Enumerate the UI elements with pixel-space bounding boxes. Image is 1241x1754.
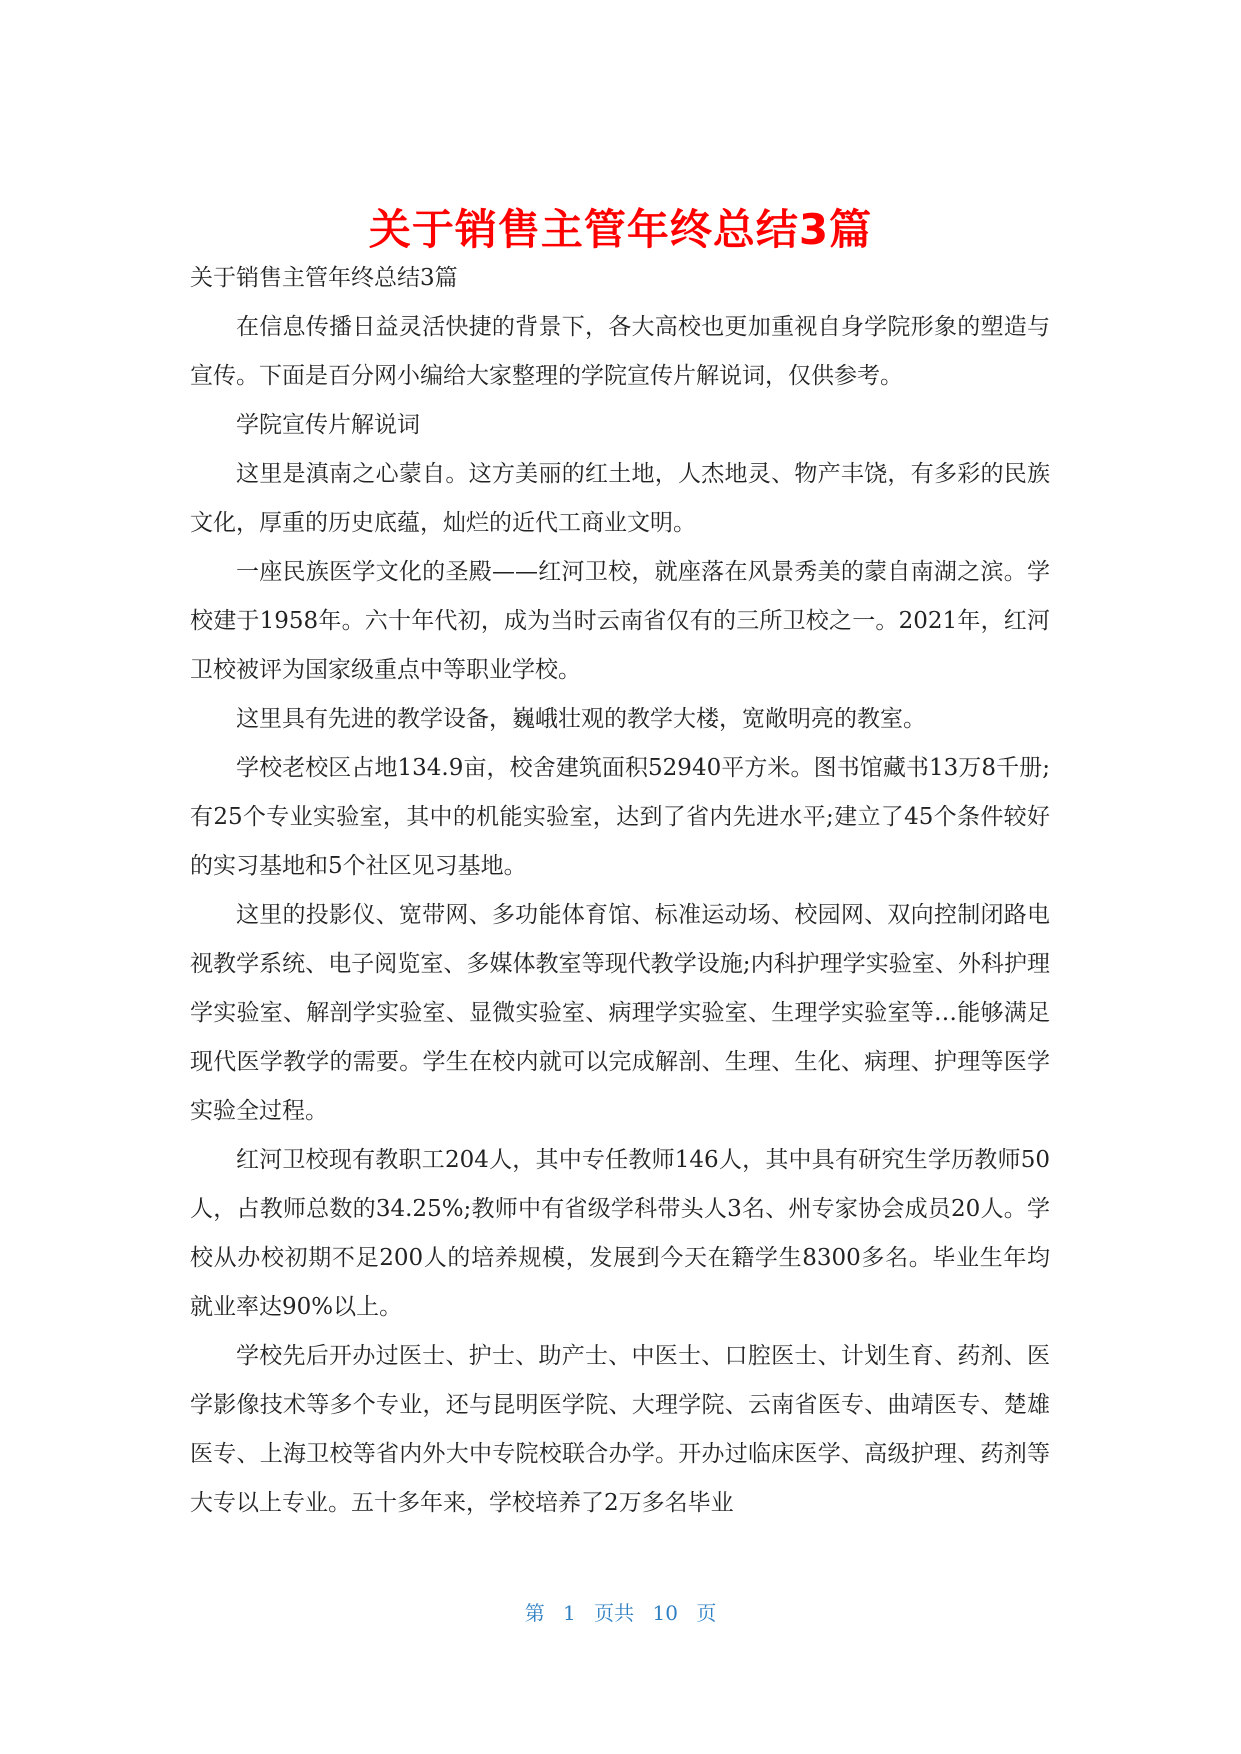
total-pages-number: 10 [652, 1601, 678, 1625]
section-heading: 学院宣传片解说词 [236, 412, 420, 438]
current-page-number: 1 [563, 1601, 576, 1625]
paragraph: 这里具有先进的教学设备，巍峨壮观的教学大楼，宽敞明亮的教室。 [236, 706, 926, 732]
page-title: 关于销售主管年终总结3篇 [368, 205, 873, 254]
paragraph: 这里的投影仪、宽带网、多功能体育馆、标准运动场、校园网、双向控制闭路电视教学系统、电子阅览室、多媒体教室等现代教学设施;内科护理学实验室、外科护理学实验室、解剖学实验室、显微实验室、病理学实验室、生理学实验室等…能够满足现代医学教学的需要。学生在校内就可以完成解剖、生理、生化、病理、护理等医学实验全过程。 [190, 902, 1050, 1124]
paragraph: 学校先后开办过医士、护士、助产士、中医士、口腔医士、计划生育、药剂、医学影像技术等多个专业，还与昆明医学院、大理学院、云南省医专、曲靖医专、楚雄医专、上海卫校等省内外大中专院校联合办学。开办过临床医学、高级护理、药剂等大专以上专业。五十多年来，学校培养了2万多名毕业 [190, 1343, 1050, 1516]
paragraph: 这里是滇南之心蒙自。这方美丽的红土地，人杰地灵、物产丰饶，有多彩的民族文化，厚重的历史底蕴，灿烂的近代工商业文明。 [190, 461, 1050, 536]
paragraph: 红河卫校现有教职工204人，其中专任教师146人，其中具有研究生学历教师50人，占教师总数的34.25%;教师中有省级学科带头人3名、州专家协会成员20人。学校从办校初期不足200人的培养规模，发展到今天在籍学生8300多名。毕业生年均就业率达90%以上。 [190, 1147, 1050, 1320]
paragraph: 在信息传播日益灵活快捷的背景下，各大高校也更加重视自身学院形象的塑造与宣传。下面是百分网小编给大家整理的学院宣传片解说词，仅供参考。 [190, 314, 1050, 389]
document-body [190, 254, 1050, 1528]
page-footer [0, 1598, 1241, 1628]
paragraph: 一座民族医学文化的圣殿——红河卫校，就座落在风景秀美的蒙自南湖之滨。学校建于1958年。六十年代初，成为当时云南省仅有的三所卫校之一。2021年，红河卫校被评为国家级重点中等职业学校。 [190, 559, 1050, 683]
paragraph: 学校老校区占地134.9亩，校舍建筑面积52940平方米。图书馆藏书13万8千册;有25个专业实验室，其中的机能实验室，达到了省内先进水平;建立了45个条件较好的实习基地和5个社区见习基地。 [190, 755, 1050, 879]
page-label-prefix: 第 [524, 1601, 545, 1625]
page-label-suffix: 页 [696, 1601, 717, 1625]
page-label-mid: 页共 [594, 1601, 635, 1625]
document-subtitle: 关于销售主管年终总结3篇 [190, 265, 458, 291]
